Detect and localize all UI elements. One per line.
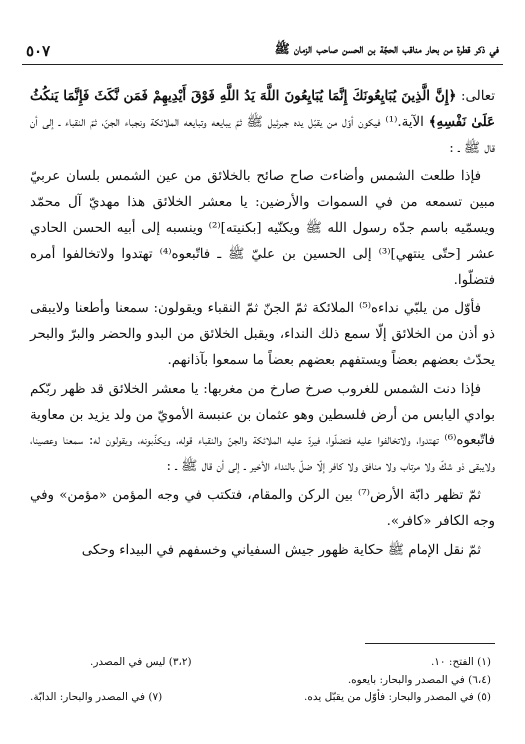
paragraph-1-lead: تعالى:: [456, 89, 495, 104]
footnote-4-6: (٦،٤) في المصدر والبحار: بايعوه.: [347, 673, 491, 686]
footnote-1: (١) الفتح: ١٠.: [430, 656, 491, 668]
quran-verse: ﴿إِنَّ الَّذِينَ يُبَايِعُونَكَ إِنَّمَا يُبَايِعُونَ اللَّهَ يَدُ اللَّهِ فَوْقَ أَيْدِيهِمْ فَمَن نَّكَثَ فَإِنَّمَا يَنكُثُ عَلَىٰ نَفْسِهِ﴾: [30, 88, 495, 130]
paragraph-1-rest: الآية.⁽¹⁾ فيكون أوّل من يقبّل يده جبرئيل ﷺ ثمّ يبايعه وتبايعه الملائكة ونجباء الجنّ، ثمّ النقباء ـ إلى أن قال ﷺ ـ :: [30, 114, 495, 156]
footnotes: [30, 654, 491, 707]
header-rule: [22, 64, 503, 65]
footnote-rule: [365, 643, 495, 644]
footnote-row: [30, 672, 491, 690]
paragraph-1: [30, 84, 495, 161]
footnote-7: (٧) في المصدر والبحار: الدابّة.: [30, 691, 163, 703]
page-header: [26, 30, 499, 60]
paragraph-3: فأوّل من يلبّي نداءه⁽⁵⁾ الملائكة ثمّ الجنّ ثمّ النقباء ويقولون: سمعنا وأطعنا ولايبقى ذو أذن من الخلائق إلّا سمع ذلك النداء، ويقبل الخلائق من البدو والحضر والبرّ والبحر يحدّث بعضهم بعضاً ويستفهم بعضهم بعضاً ما سمعوا بآذانهم.: [30, 301, 495, 368]
paragraph-6: ثمّ نقل الإمام ﷺ حكاية ظهور جيش السفياني وخسفهم في البيداء وحكى: [81, 542, 481, 558]
page-number: ٥٠٧: [26, 42, 51, 60]
body-text: [30, 84, 495, 566]
footnote-row: [30, 689, 491, 707]
paragraph-4: فإذا دنت الشمس للغروب صرخ صارخ من مغربها: يا معشر الخلائق قد ظهر ربّكم بوادي اليابس من أرض فلسطين وهو عثمان بن عنبسة الأمويّ من ولد يزيد بن معاوية فاتّبعوه⁽⁶⁾ تهتدوا، ولاتخالفوا عليه فتضلّوا، فيردّ عليه الملائكة والجنّ والنقباء قوله، ويكذّبونه، ويقولون له: سمعنا وعصينا، ولايبقى ذو شكّ ولا مرتاب ولا منافق ولا كافر إلّا ضلّ بالنداء الأخير ـ إلى أن قال ﷺ ـ :: [30, 381, 495, 475]
footnote-row: [30, 654, 491, 672]
footnote-2-3: (٣،٢) ليس في المصدر.: [90, 656, 192, 668]
paragraph-2: فإذا طلعت الشمس وأضاءت صاح صائح بالخلائق من عين الشمس بلسان عربيّ مبين تسمعه من في السموات والأرضين: يا معشر الخلائق هذا مهديّ آل محمّد ويسمّيه باسم جدّه رسول الله ﷺ ويكنّيه [بكنيته]⁽²⁾ وينسبه إلى أبيه الحسن الحادي عشر [حتّى ينتهي]⁽³⁾ إلى الحسين بن عليّ ﷺ ـ فاتّبعوه⁽⁴⁾ تهتدوا ولاتخالفوا أمره فتضلّوا.: [30, 169, 495, 288]
footnote-5: (٥) في المصدر والبحار: فأوّل من يقبّل يده.: [304, 691, 491, 703]
running-title: في ذكر قطرة من بحار مناقب الحجّة بن الحسن صاحب الزمان ﷺ: [274, 41, 499, 56]
paragraph-5: ثمّ تظهر دابّة الأرض⁽⁷⁾ بين الركن والمقام، فتكتب في وجه المؤمن «مؤمن» وفي وجه الكافر «كافر».: [30, 487, 495, 529]
